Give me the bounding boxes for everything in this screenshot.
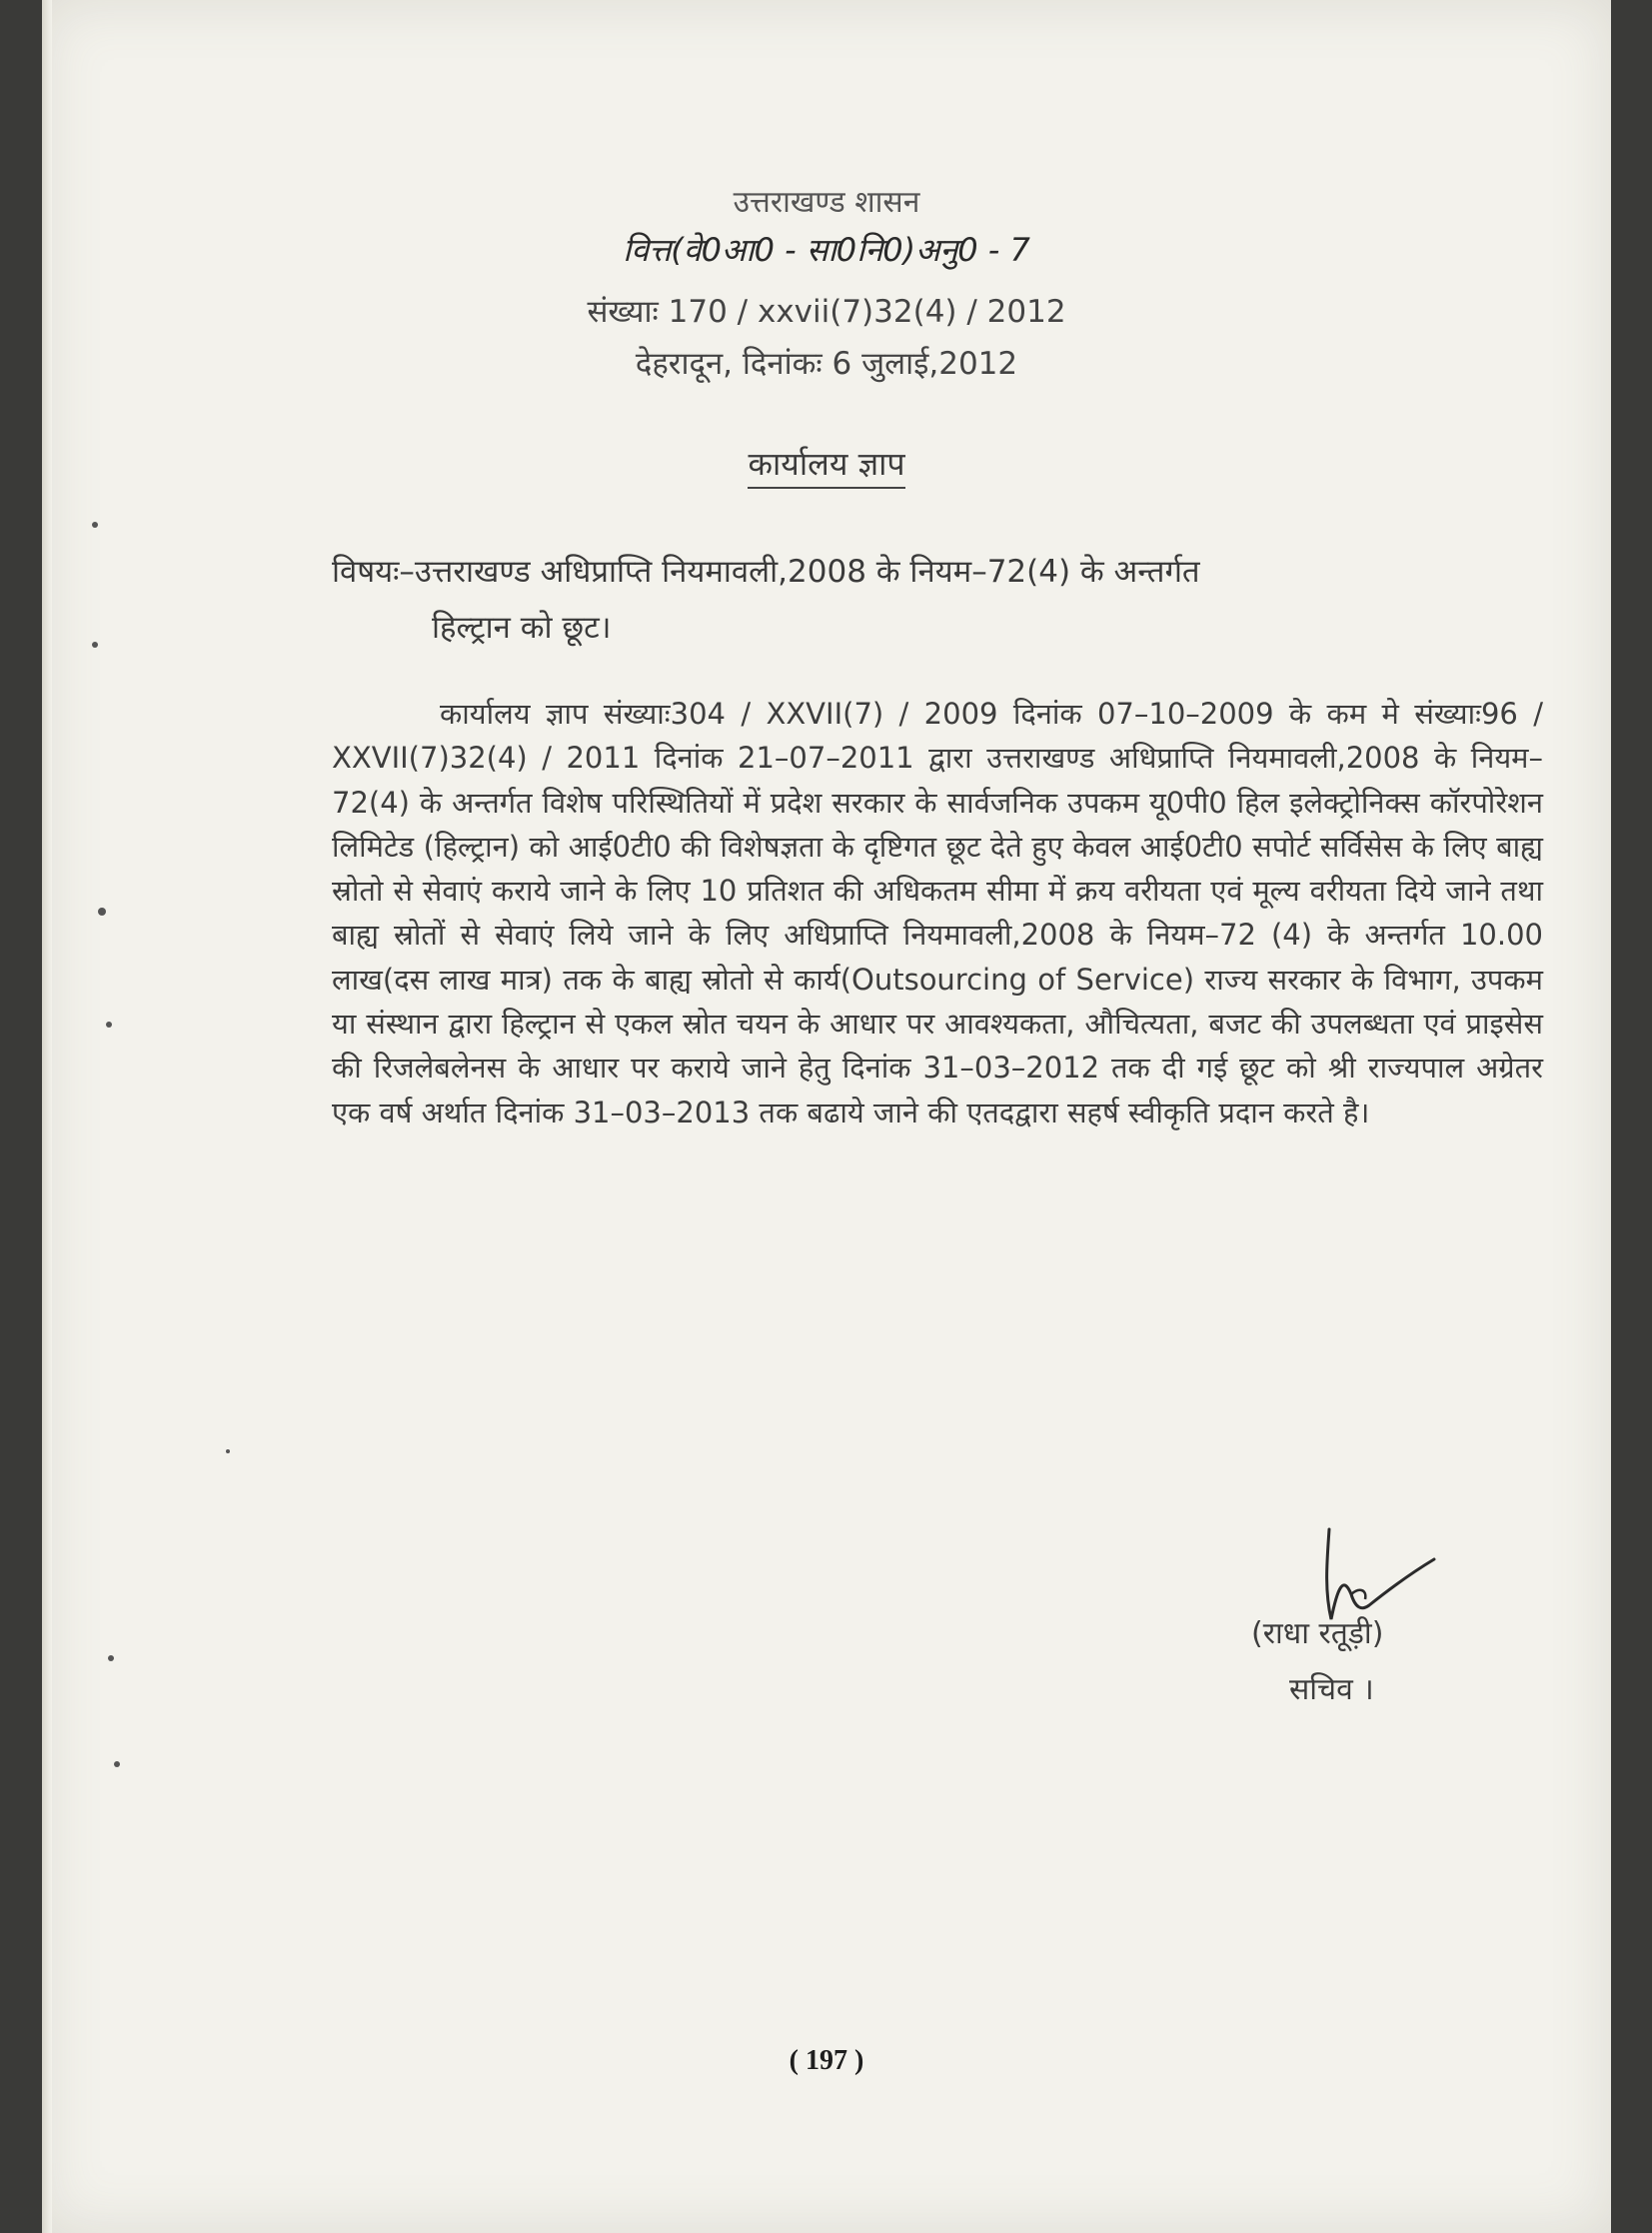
signatory-name: (राधा रतूड़ी): [1251, 1616, 1384, 1651]
government-name: उत्तराखण्ड शासन: [733, 185, 920, 220]
scan-speck: [98, 908, 106, 916]
memo-title-wrapper: [42, 442, 1611, 485]
page-number: ( 197 ): [789, 2045, 864, 2076]
memo-title: कार्यालय ज्ञाप: [748, 445, 904, 489]
scan-speck: [108, 1655, 114, 1661]
memo-body-text: कार्यालय ज्ञाप संख्याः304 / XXVII(7) / 2009 दिनांक 07–10–2009 के कम मे संख्याः96 / XXVII(7)32(4) / 2011 दिनांक 21–07–2011 द्वारा उत्तराखण्ड अधिप्राप्ति नियमावली,2008 के नियम–72(4) के अन्तर्गत विशेष परिस्थितियों में प्रदेश सरकार के सार्वजनिक उपकम यू0पी0 हिल इलेक्ट्रोनिक्स कॉरपोरेशन लिमिटेड (हिल्ट्रान) को आई0टी0 की विशेषज्ञता के दृष्टिगत छूट देते हुए केवल आई0टी0 सपोर्ट सर्विसेस के लिए बाह्य स्रोतो से सेवाएं कराये जाने के लिए 10 प्रतिशत की अधिकतम सीमा में क्रय वरीयता एवं मूल्य वरीयता दिये जाने तथा बाह्य स्रोतों से सेवाएं लिये जाने के लिए अधिप्राप्ति नियमावली,2008 के नियम–72 (4) के अन्तर्गत 10.00 लाख(दस लाख मात्र) तक के बाह्य स्रोतो से कार्य(Outsourcing of Service) राज्य सरकार के विभाग, उपकम या संस्थान द्वारा हिल्ट्रान से एकल स्रोत चयन के आधार पर आवश्यकता, औचित्यता, बजट की उपलब्धता एवं प्राइसेस की रिजलेबलेनस के आधार पर कराये जाने हेतु दिनांक 31–03–2012 तक दी गई छूट को श्री राज्यपाल अग्रेतर एक वर्ष अर्थात दिनांक 31–03–2013 तक बढाये जाने की एतदद्वारा सहर्ष स्वीकृति प्रदान करते है।: [332, 697, 1543, 1129]
scan-speck: [226, 1449, 230, 1453]
reference-number: संख्याः 170 / xxvii(7)32(4) / 2012: [587, 294, 1066, 330]
scan-speck: [92, 642, 98, 648]
subject-line-1: विषयः–उत्तराखण्ड अधिप्राप्ति नियमावली,2008 के नियम–72(4) के अन्तर्गत: [332, 554, 1200, 590]
scan-speck: [106, 1022, 112, 1028]
signatory-designation: सचिव ।: [1289, 1672, 1374, 1707]
scan-speck: [92, 522, 98, 528]
subject-line-2: हिल्ट्रान को छूट।: [432, 610, 612, 646]
paper-edge: [42, 0, 52, 2233]
scan-speck: [114, 1761, 120, 1767]
department-name: वित्त(वे0आ0 - सा0नि0)अनु0 - 7: [623, 231, 1030, 269]
place-and-date: देहरादून, दिनांकः 6 जुलाई,2012: [635, 346, 1018, 382]
memo-body: [332, 692, 1543, 1134]
subject-block: [332, 544, 1543, 656]
document-page: [42, 0, 1611, 2233]
